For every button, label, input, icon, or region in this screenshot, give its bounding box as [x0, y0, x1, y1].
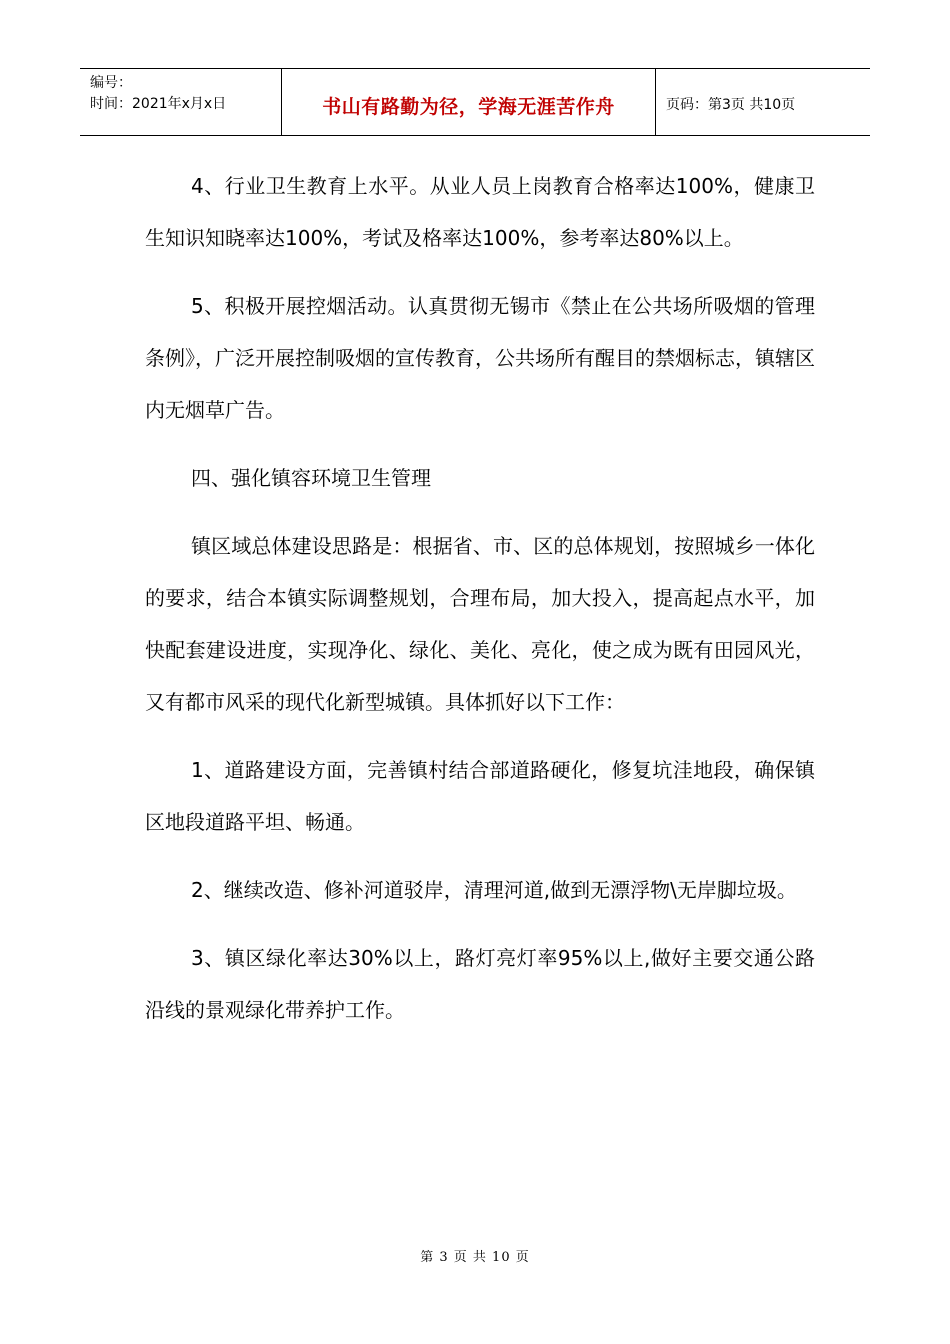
paragraph-hygiene-education: 4、行业卫生教育上水平。从业人员上岗教育合格率达100%，健康卫生知识知晓率达100%，考试及格率达100%，参考率达80%以上。: [145, 174, 815, 250]
header-motto: 书山有路勤为径，学海无涯苦作舟: [322, 95, 615, 118]
paragraph-greening-lighting: 3、镇区绿化率达30%以上，路灯亮灯率95%以上,做好主要交通公路沿线的景观绿化带养护工作。: [145, 946, 815, 1022]
section-heading-town-environment: 四、强化镇容环境卫生管理: [191, 466, 431, 490]
header-meta: [80, 69, 282, 135]
header-page-info: 页码：第3页 共10页: [666, 97, 796, 113]
header-motto-cell: [282, 69, 656, 135]
paragraph-tobacco-control: 5、积极开展控烟活动。认真贯彻无锡市《禁止在公共场所吸烟的管理条例》，广泛开展控制吸烟的宣传教育，公共场所有醒目的禁烟标志，镇辖区内无烟草广告。: [145, 294, 815, 422]
document-number-label: 编号：: [90, 75, 132, 91]
page-footer: 第 3 页 共 10 页: [420, 1250, 530, 1265]
paragraph-road-construction: 1、道路建设方面，完善镇村结合部道路硬化，修复坑洼地段，确保镇区地段道路平坦、畅通。: [145, 758, 815, 834]
paragraph-construction-plan: 镇区域总体建设思路是：根据省、市、区的总体规划，按照城乡一体化的要求，结合本镇实际调整规划，合理布局，加大投入，提高起点水平，加快配套建设进度，实现净化、绿化、美化、亮化，使之成为既有田园风光，又有都市风采的现代化新型城镇。具体抓好以下工作：: [145, 534, 815, 714]
document-time-label: 时间：2021年x月x日: [90, 96, 227, 112]
header-page-cell: [656, 69, 870, 135]
document-header: [80, 68, 870, 136]
document-body: [145, 160, 815, 1052]
paragraph-river-renovation: 2、继续改造、修补河道驳岸，清理河道,做到无漂浮物\无岸脚垃圾。: [191, 878, 797, 902]
